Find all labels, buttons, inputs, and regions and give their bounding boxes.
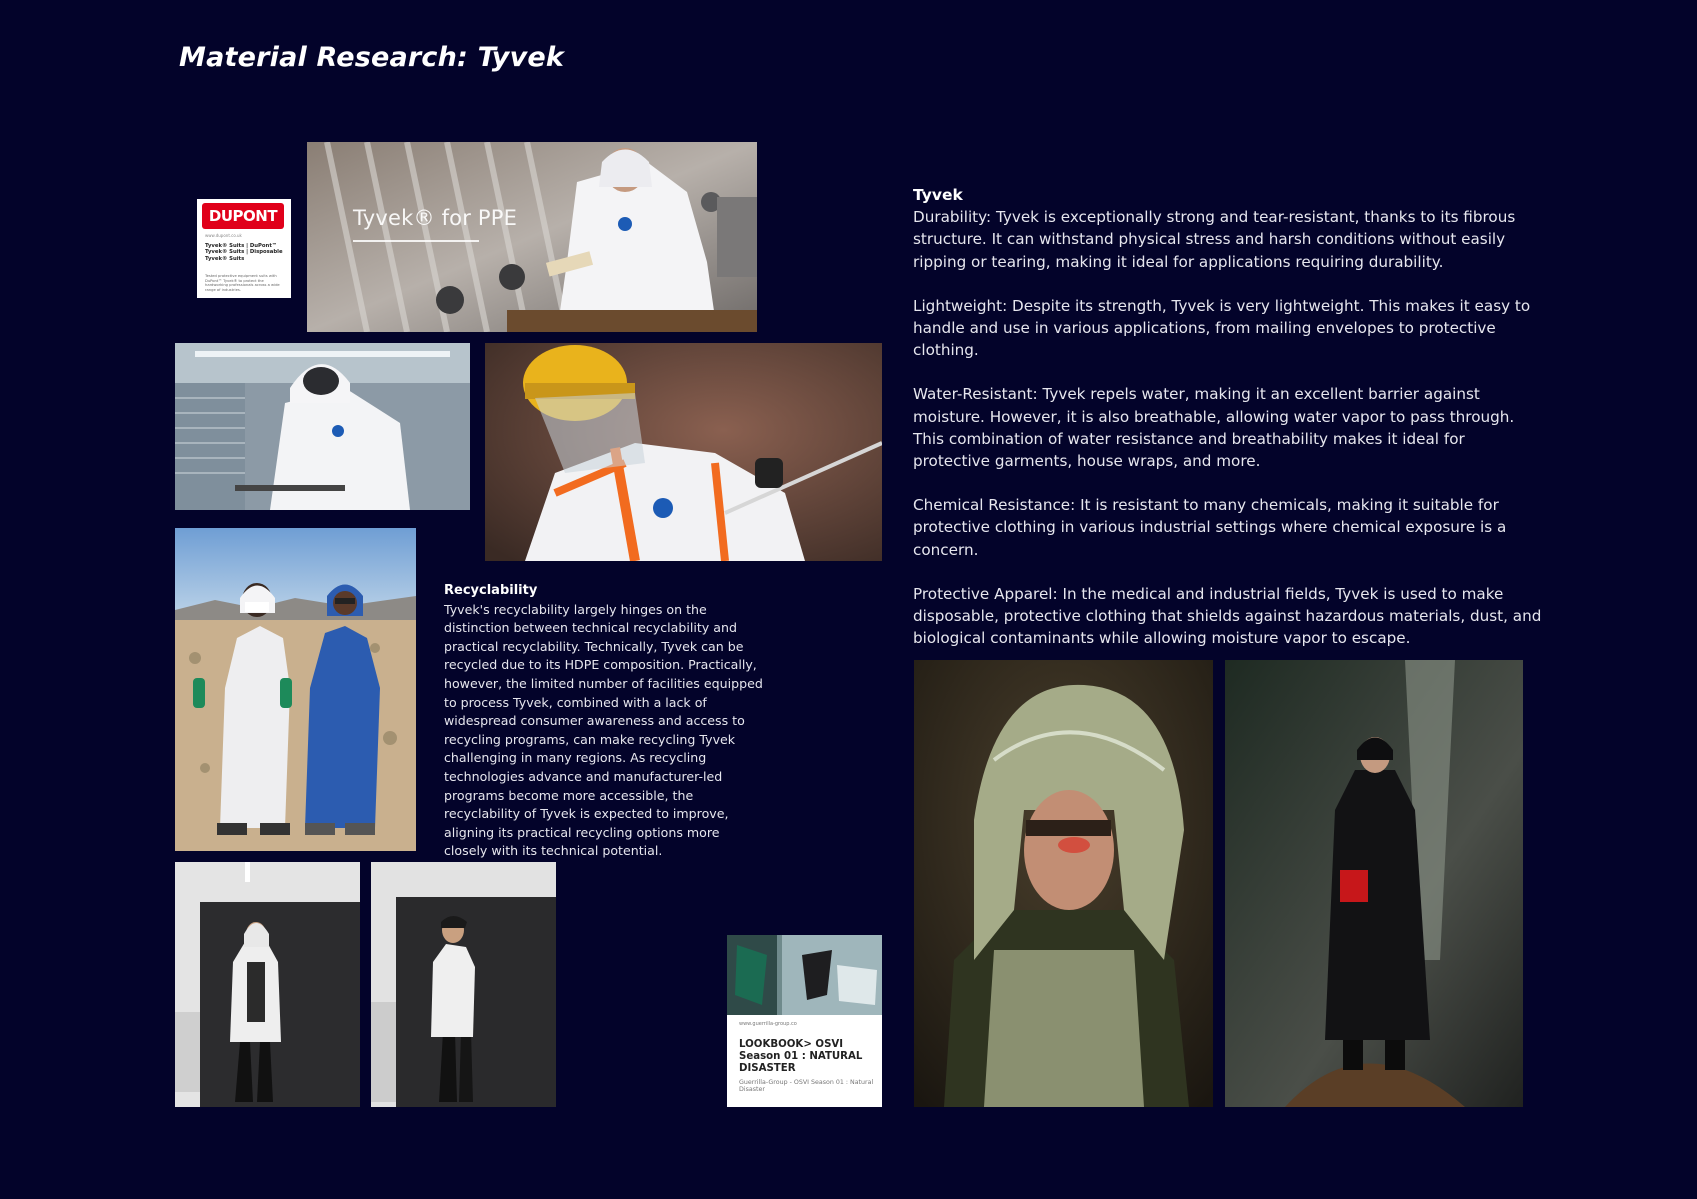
lookbook-thumbnail	[727, 935, 882, 1015]
tyvek-properties-section	[913, 184, 1545, 671]
dupont-logo	[202, 203, 284, 229]
ppe-overlay-underline	[353, 240, 479, 242]
face-shield-worker-photo	[485, 343, 882, 561]
tyvek-lightweight-paragraph: Lightweight: Despite its strength, Tyvek is very lightweight. This makes it easy to handle and use in various applications, from mailing envelopes to protective clothing.	[913, 296, 1531, 360]
recyclability-heading: Recyclability	[444, 583, 538, 598]
tyvek-chemical-resistance-paragraph: Chemical Resistance: It is resistant to many chemicals, making it suitable for protective clothing in various industrial settings where chemical exposure is a concern.	[913, 496, 1507, 559]
tyvek-durability-paragraph: Durability: Tyvek is exceptionally strong and tear-resistant, thanks to its fibrous structure. It can withstand physical stress and harsh conditions without easily ripping or tearing, making it ideal for applications requiring durability.	[913, 208, 1516, 271]
studio-vest-front-photo	[175, 862, 360, 1107]
lookbook-card-headline: LOOKBOOK> OSVI Season 01 : NATURAL DISASTER	[739, 1039, 863, 1074]
black-coat-model-photo	[1225, 660, 1523, 1107]
lookbook-link-card[interactable]	[727, 935, 882, 1107]
hooded-model-portrait-photo	[914, 660, 1213, 1107]
dupont-logo-text: DUPONT	[208, 207, 278, 225]
lookbook-card-url: www.guerrilla-group.co	[739, 1021, 797, 1027]
tyvek-heading: Tyvek	[913, 186, 963, 204]
recyclability-section	[444, 582, 764, 861]
dupont-link-card[interactable]	[197, 199, 291, 298]
tyvek-protective-apparel-paragraph: Protective Apparel: In the medical and industrial fields, Tyvek is used to make disposable, protective clothing that shields against hazardous materials, dust, and biological contaminants while allowing moisture vapor to escape.	[913, 584, 1542, 648]
recyclability-body: Tyvek's recyclability largely hinges on the distinction between technical recyclability and practical recyclability. Technically, Tyvek can be recycled due to its HDPE composition. Practically, however, the limited number of facilities equipped to process Tyvek, combined with a lack of widespread consumer awareness and access to recycling programs, can make recycling Tyvek challenging in many regions. As recycling technologies advance and manufacturer-led programs become more accessible, the recyclability of Tyvek is expected to improve, aligning its practical recycling options more closely with its technical potential.	[444, 601, 763, 859]
desert-coveralls-photo	[175, 528, 416, 851]
studio-vest-side-photo	[371, 862, 556, 1107]
dupont-card-headline: Tyvek® Suits | DuPont™ Tyvek® Suits | Disposable Tyvek® Suits	[205, 243, 283, 262]
ppe-worker-photo	[307, 142, 757, 332]
tyvek-water-resistant-paragraph: Water-Resistant: Tyvek repels water, making it an excellent barrier against moisture. However, it is also breathable, allowing water vapor to pass through. This combination of water resistance and breathability makes it ideal for protective garments, house wraps, and more.	[913, 385, 1515, 471]
lookbook-card-subtitle: Guerrilla-Group - OSVI Season 01 : Natural Disaster	[739, 1079, 874, 1094]
ppe-overlay-label: Tyvek® for PPE	[353, 206, 518, 230]
dupont-card-url: www.dupont.co.uk	[205, 233, 242, 238]
page-title: Material Research: Tyvek	[179, 42, 565, 73]
dupont-card-description: Tested protective equipment suits with DuPont™ Tyvek® to protect the hardworking professionals across a wide range of industries.	[205, 274, 280, 292]
respirator-worker-photo	[175, 343, 470, 510]
